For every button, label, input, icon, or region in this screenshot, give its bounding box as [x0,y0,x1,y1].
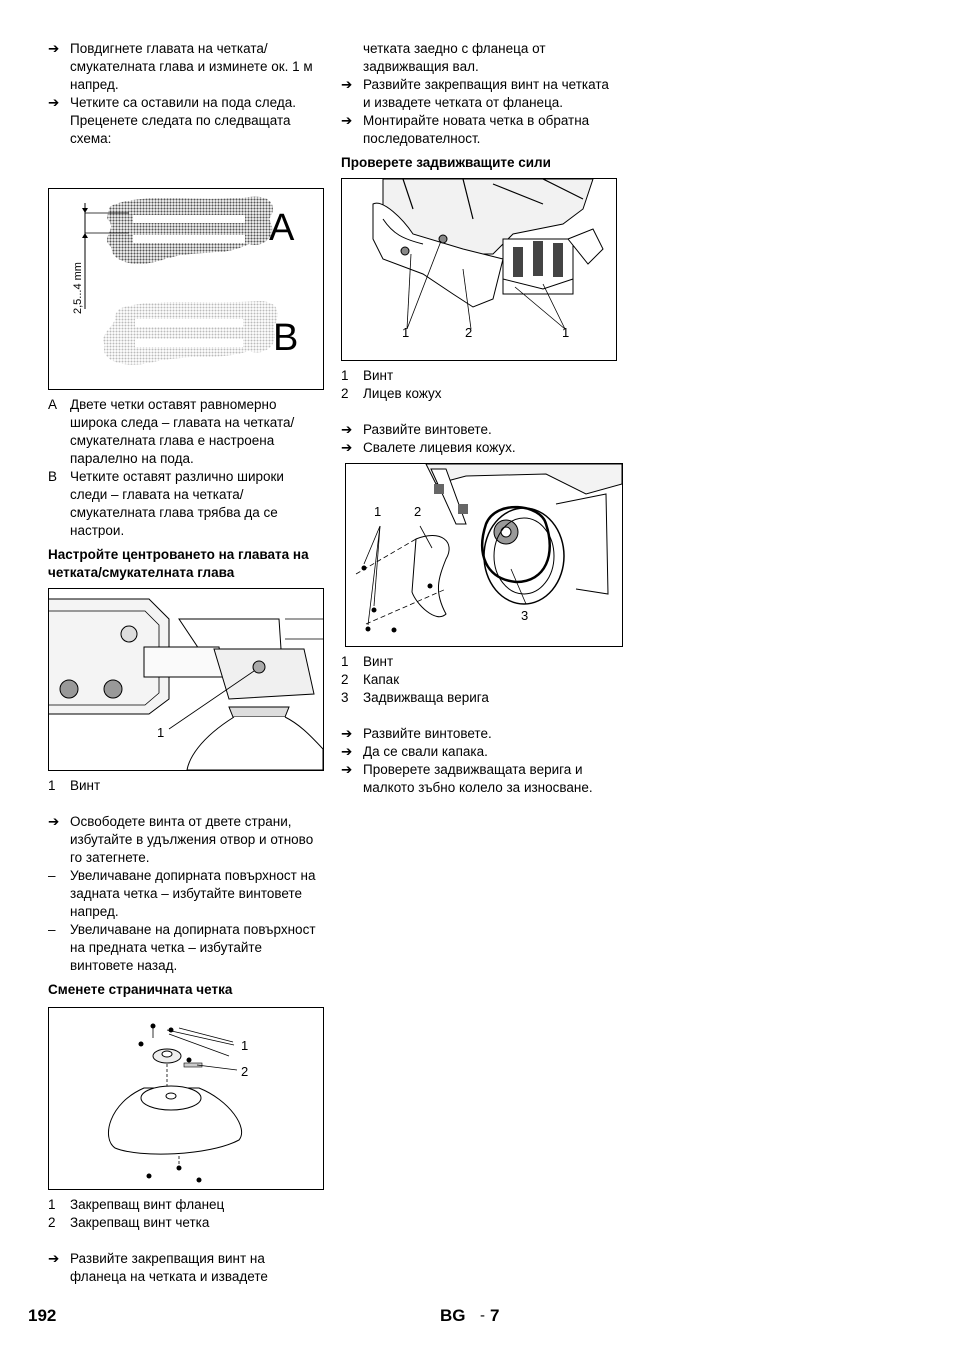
side-brush-figure [48,1007,324,1190]
step-text: Монтирайте новата четка в обратна последователност. [363,113,590,146]
brush-head-illustration [49,589,323,770]
callout-2: 2 [465,325,473,340]
step-text: Освободете винта от двете страни, избутайте в удължения отвор и отново го затегнете. [70,814,314,865]
legend-list [48,777,324,795]
legend-item [341,671,617,689]
dash-marker: – [48,868,56,883]
step-text: Да се свали капака. [363,744,488,759]
step-list [48,1250,324,1286]
callout-1: 1 [157,725,165,740]
page-number: 192 [28,1306,57,1325]
step-item [341,439,617,457]
section-heading: Настройте центроването на главата на четката/смукателната глава [48,547,309,580]
legend-item [48,1214,324,1232]
step-text: Развийте закрепващия винт на четката и извадете четката от фланеца. [363,77,609,110]
arrow-marker: ➔ [341,113,353,128]
figure-label-b: B [273,317,299,359]
legend-key: 1 [48,778,56,793]
legend-key: 2 [48,1215,56,1230]
step-text: Увеличаване допирната повърхност на задната четка – избутайте винтовете напред. [70,868,316,919]
arrow-marker: ➔ [341,726,353,741]
brush-head-figure [48,588,324,771]
callout-2: 2 [241,1064,249,1079]
step-item [48,921,324,975]
legend-text: Задвижваща верига [363,690,489,705]
step-text: Четките са оставили на пода следа. Преценете следата по следващата схема: [70,95,297,146]
intro-steps [48,40,324,148]
right-column [341,40,617,797]
dash-marker: – [48,922,56,937]
step-text: Увеличаване на допирната повърхност на предната четка – избутайте винтовете назад. [70,922,316,973]
footer-separator: - [480,1307,485,1324]
legend-item [48,777,324,795]
legend-item [341,385,617,403]
step-item [48,867,324,921]
legend-key: 1 [48,1197,56,1212]
legend-text: Винт [363,368,394,383]
legend-key: 1 [341,654,349,669]
dimension-label: 2,5...4 mm [72,262,84,314]
legend-item [48,396,324,468]
step-item [341,725,617,743]
step-item [48,94,324,148]
step-list [341,725,617,797]
step-item [48,1250,324,1286]
arrow-marker: ➔ [48,1251,60,1266]
step-item [341,761,617,797]
step-text: Повдигнете главата на четката/ смукателната глава и изминете ок. 1 м напред. [70,41,313,92]
legend-item [341,689,617,707]
step-text: Развийте винтовете. [363,422,492,437]
step-text: Развийте винтовете. [363,726,492,741]
callout-1-second: 1 [562,325,570,340]
arrow-marker: ➔ [341,422,353,437]
legend-item [341,367,617,385]
drive-chain-figure [345,463,623,647]
side-brush-illustration [49,1008,323,1189]
legend-key: B [48,469,58,484]
step-list [341,76,617,148]
legend-text: Двете четки оставят равномерно широка следа – главата на четката/ смукателната глава е настроена паралелно на пода. [70,397,295,466]
legend-text: Четките оставят различно широки следи – главата на четката/ смукателната глава трябва да се настрои. [70,469,284,538]
step-item [48,813,324,867]
legend-item [48,1196,324,1214]
continuation-text-item [341,40,617,76]
arrow-marker: ➔ [341,762,353,777]
step-item [48,40,324,94]
step-text: Развийте закрепващия винт на фланеца на четката и извадете [70,1251,268,1284]
step-list [48,813,324,975]
drive-chain-illustration [346,464,622,646]
page-footer [28,1306,928,1330]
legend-text: Закрепващ винт фланец [70,1197,225,1212]
continuation-text: четката заедно с фланеца от задвижващия вал. [363,41,546,74]
language-code: BG [440,1306,466,1325]
legend-key: 2 [341,386,349,401]
brush-trace-figure [48,188,324,390]
legend-item [341,653,617,671]
step-list [341,421,617,457]
legend-item [48,468,324,540]
callout-2: 2 [414,504,422,519]
legend-key: 2 [341,672,349,687]
legend-text: Винт [70,778,101,793]
legend-list [48,1196,324,1232]
legend-text: Лицев кожух [363,386,442,401]
figure-label-a: A [269,207,295,249]
step-item [341,112,617,148]
callout-1: 1 [402,325,410,340]
legend-text: Закрепващ винт четка [70,1215,210,1230]
step-text: Проверете задвижващата верига и малкото зъбно колело за износване. [363,762,593,795]
arrow-marker: ➔ [48,95,60,110]
legend-key: 1 [341,368,349,383]
callout-1: 1 [374,504,382,519]
arrow-marker: ➔ [341,744,353,759]
section-page-number: 7 [490,1306,500,1325]
legend-list [341,367,617,403]
step-item [341,743,617,761]
section-heading: Сменете страничната четка [48,982,233,997]
front-cover-illustration [342,179,616,360]
arrow-marker: ➔ [48,41,60,56]
callout-1: 1 [241,1038,249,1053]
step-text: Свалете лицевия кожух. [363,440,516,455]
section-heading: Проверете задвижващите сили [341,155,551,170]
front-cover-figure [341,178,617,361]
arrow-marker: ➔ [341,77,353,92]
step-item [341,76,617,112]
legend-text: Капак [363,672,400,687]
arrow-marker: ➔ [341,440,353,455]
legend-key: A [48,397,58,412]
step-item [341,421,617,439]
legend-list [341,653,617,707]
legend-key: 3 [341,690,349,705]
legend-list [48,396,324,540]
legend-text: Винт [363,654,394,669]
arrow-marker: ➔ [48,814,60,829]
callout-3: 3 [521,608,529,623]
left-column [48,40,324,1286]
